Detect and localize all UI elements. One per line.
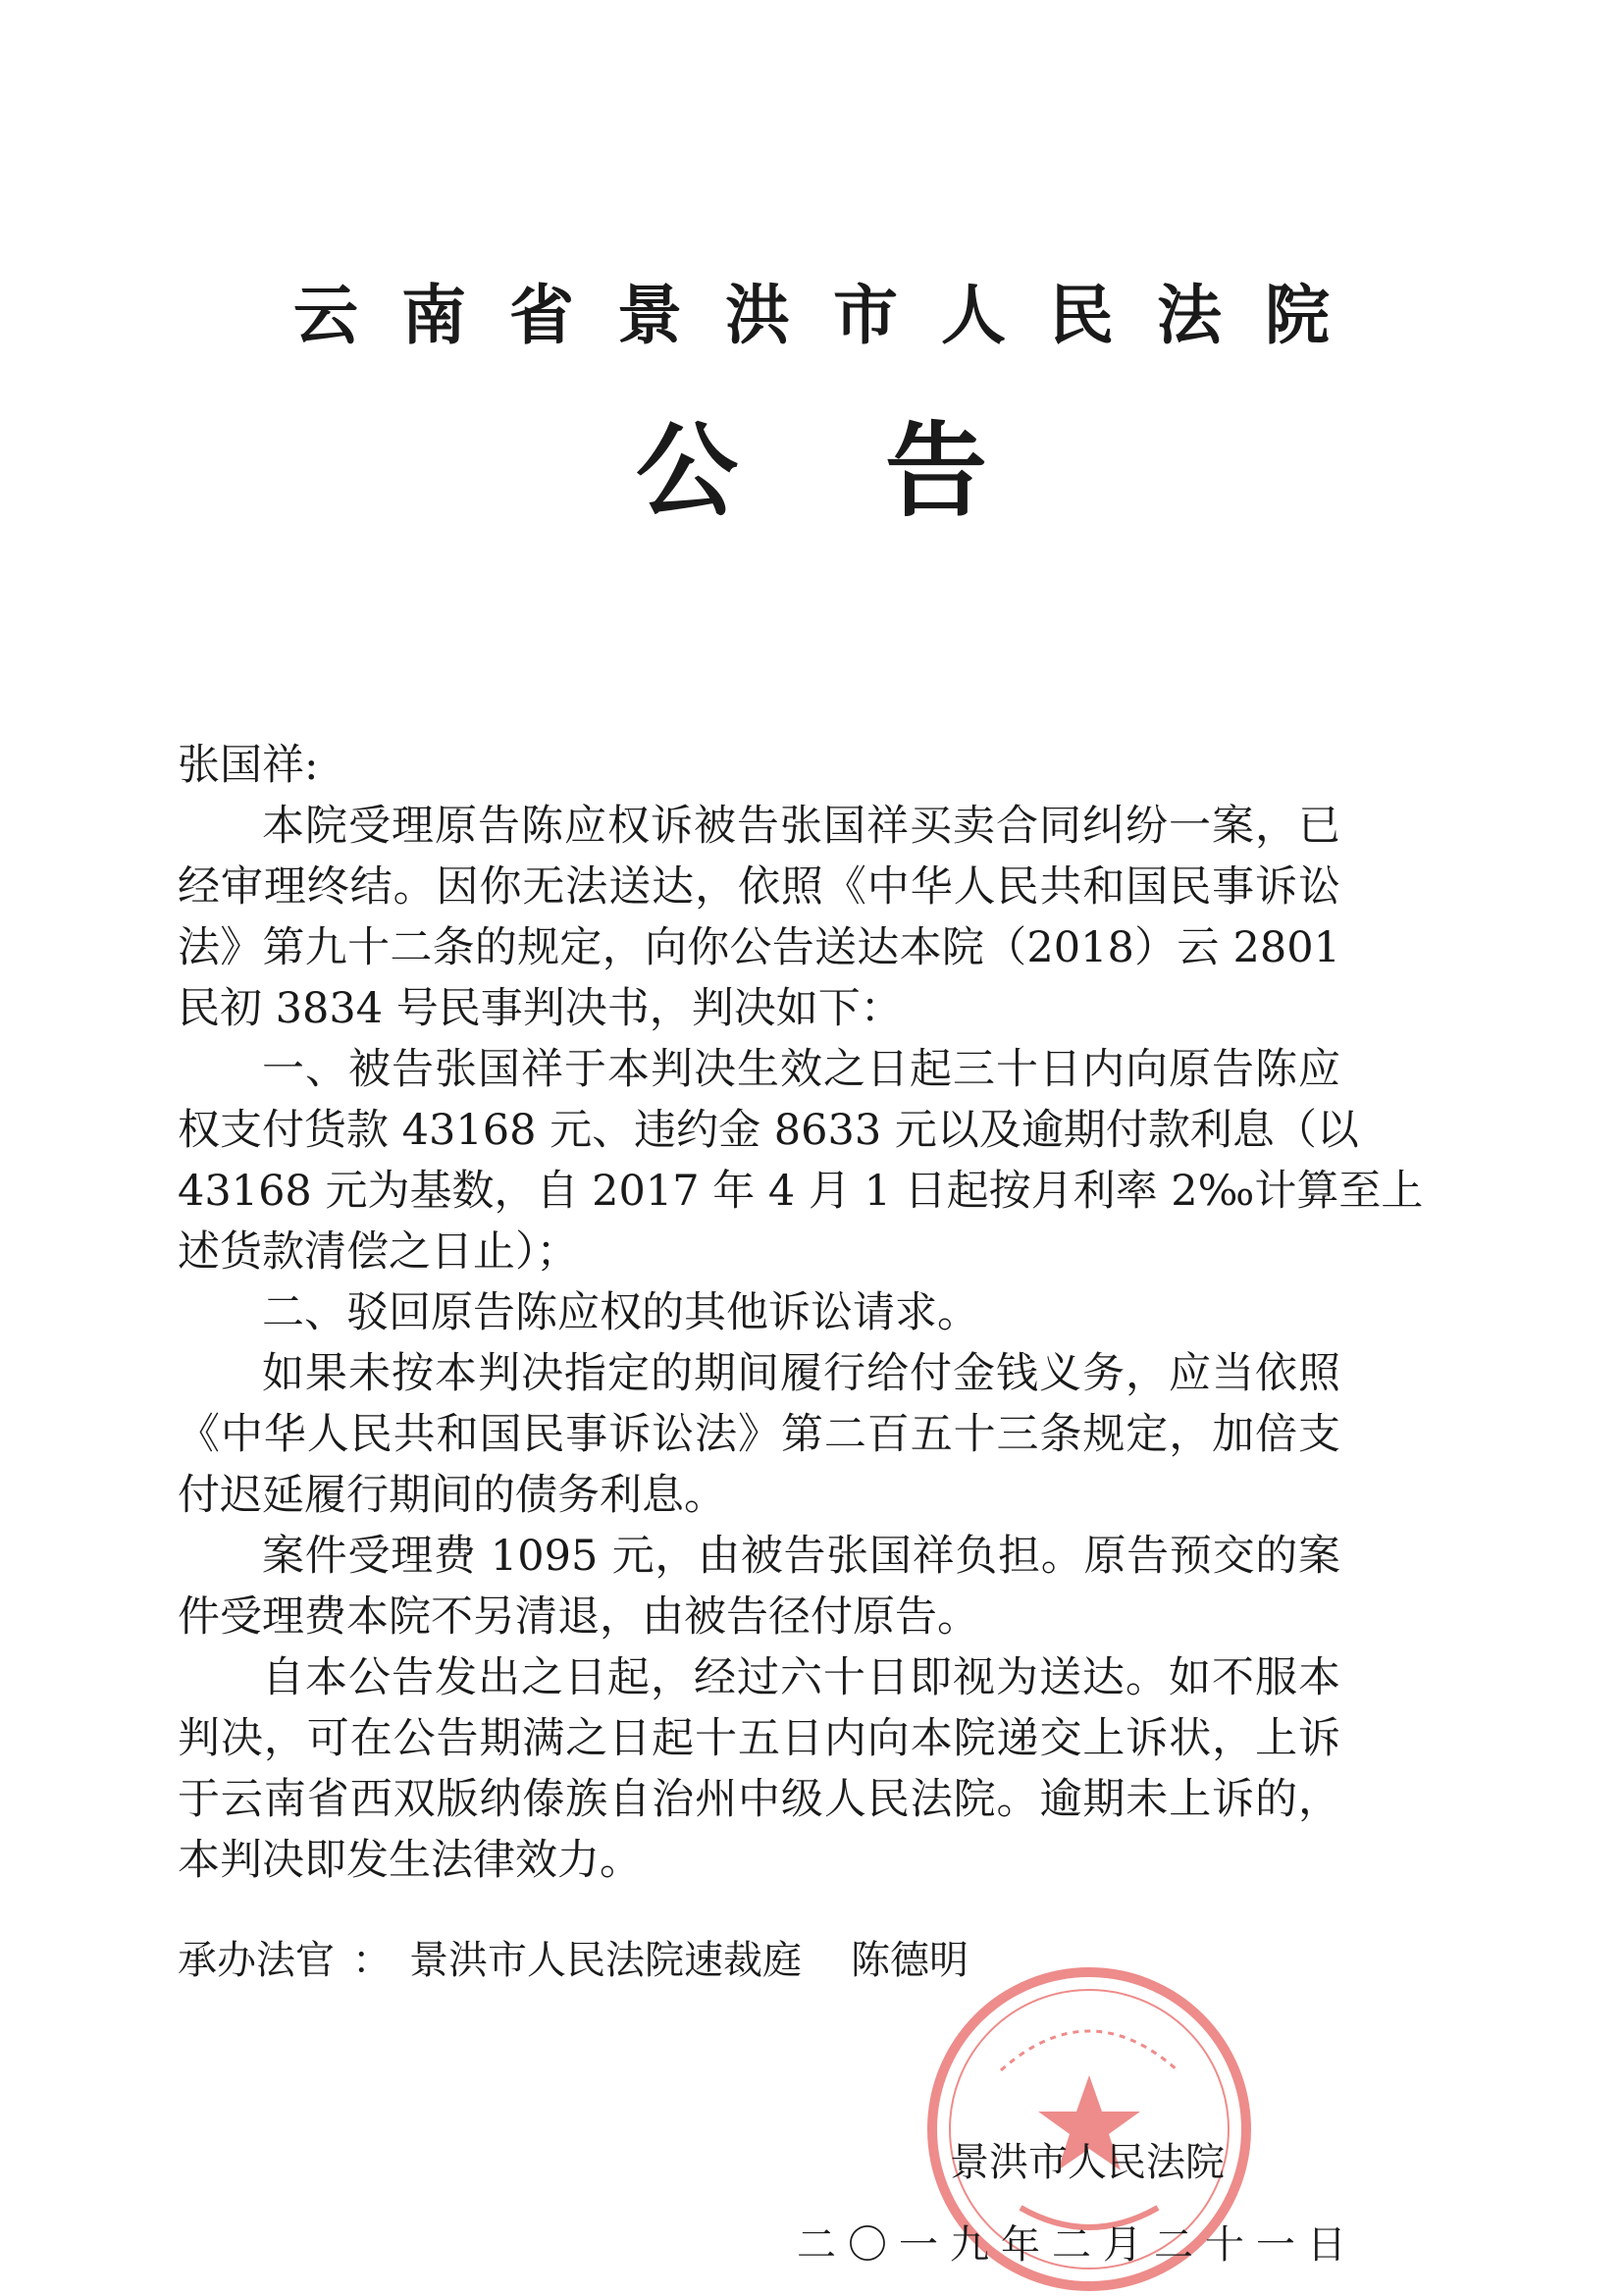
- judge-name: 陈德明: [851, 1938, 969, 1983]
- body-line-9: 二、驳回原告陈应权的其他诉讼请求。: [262, 1288, 979, 1337]
- issuing-court: 景洪市人民法院: [950, 2140, 1225, 2185]
- body-line-3: 法》第九十二条的规定，向你公告送达本院（2018）云 2801: [178, 923, 1340, 972]
- issue-date: 二〇一九年二月二十一日: [797, 2222, 1358, 2268]
- body-line-13: 案件受理费 1095 元，由被告张国祥负担。原告预交的案: [262, 1532, 1340, 1581]
- body-line-1: 本院受理原告陈应权诉被告张国祥买卖合同纠纷一案，已: [262, 802, 1340, 851]
- body-line-7: 43168 元为基数，自 2017 年 4 月 1 日起按月利率 2‰计算至上: [178, 1167, 1424, 1216]
- body-line-5: 一、被告张国祥于本判决生效之日起三十日内向原告陈应: [262, 1045, 1340, 1094]
- body-line-16: 判决，可在公告期满之日起十五日内向本院递交上诉状，上诉: [178, 1714, 1340, 1763]
- judge-unit: 景洪市人民法院速裁庭: [409, 1938, 802, 1983]
- body-line-6: 权支付货款 43168 元、违约金 8633 元以及逾期付款利息（以: [178, 1106, 1359, 1155]
- judge-separator: ：: [352, 1938, 392, 1983]
- court-name: 云南省景洪市人民法院: [293, 278, 1373, 353]
- body-line-4: 民初 3834 号民事判决书，判决如下：: [178, 984, 903, 1033]
- body-line-2: 经审理终结。因你无法送达，依照《中华人民共和国民事诉讼: [178, 862, 1340, 912]
- body-line-11: 《中华人民共和国民事诉讼法》第二百五十三条规定，加倍支: [178, 1410, 1340, 1459]
- body-line-12: 付迟延履行期间的债务利息。: [178, 1471, 726, 1520]
- body-line-8: 述货款清偿之日止）；: [178, 1227, 579, 1277]
- addressee: 张国祥:: [178, 741, 319, 790]
- presiding-judge: [178, 1933, 969, 1988]
- document-title: 公告: [635, 411, 1134, 531]
- body-line-14: 件受理费本院不另清退，由被告径付原告。: [178, 1592, 979, 1642]
- body-line-17: 于云南省西双版纳傣族自治州中级人民法院。逾期未上诉的，: [178, 1775, 1340, 1824]
- judge-label: 承办法官: [178, 1938, 335, 1983]
- body-line-15: 自本公告发出之日起，经过六十日即视为送达。如不服本: [262, 1653, 1340, 1702]
- body-line-18: 本判决即发生法律效力。: [178, 1836, 642, 1885]
- body-line-10: 如果未按本判决指定的期间履行给付金钱义务，应当依照: [262, 1349, 1340, 1398]
